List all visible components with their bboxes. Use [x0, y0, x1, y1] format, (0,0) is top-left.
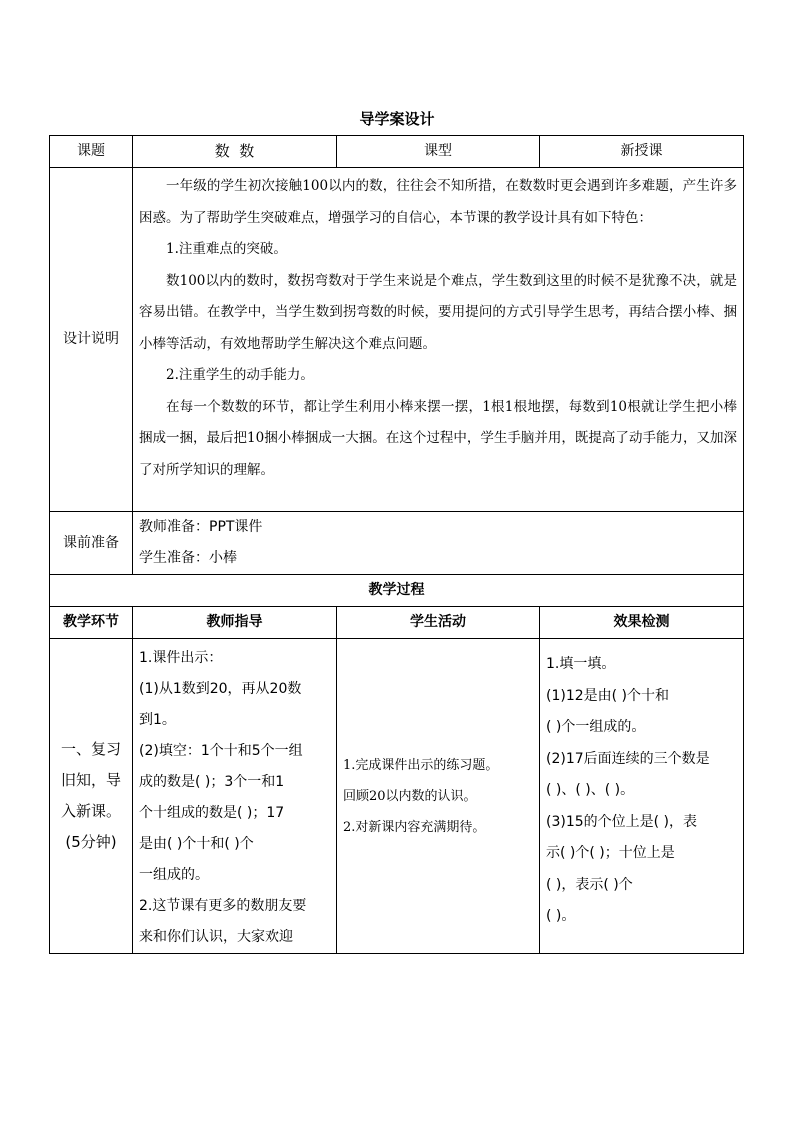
prep-label: 课前准备 [50, 512, 133, 575]
prep-row [50, 512, 744, 575]
teacher-guide-cell [133, 639, 337, 954]
stage-line: 入新课。 [60, 802, 121, 820]
teacher-line: 到1。 [139, 712, 176, 728]
teacher-line: 个十组成的数是( )；17 [139, 805, 285, 821]
effect-line: 1.填一填。 [546, 656, 616, 672]
stage-cell [50, 639, 133, 954]
design-content [133, 168, 744, 512]
teacher-line: (2)填空：1个十和5个一组 [139, 743, 303, 759]
teacher-line: 2.这节课有更多的数朋友要 [139, 898, 307, 914]
effect-line: ( )。 [546, 908, 576, 924]
teacher-line: 一组成的。 [139, 867, 209, 883]
effect-line: (2)17后面连续的三个数是 [546, 750, 710, 767]
effect-line: 示( )个( )；十位上是 [546, 845, 675, 861]
teacher-line: (1)从1数到20，再从20数 [139, 681, 302, 697]
student-line: 回顾20以内数的认识。 [343, 788, 477, 804]
teacher-line: 是由( )个十和( )个 [139, 836, 254, 852]
col-header-teacher: 教师指导 [133, 607, 337, 639]
process-header-row [50, 607, 744, 639]
stage-line: 旧知，导 [60, 771, 121, 789]
design-label: 设计说明 [50, 168, 133, 512]
student-line: 1.完成课件出示的练习题。 [343, 757, 499, 773]
teacher-prep: 教师准备：PPT课件 [139, 519, 263, 535]
student-activity-cell [337, 639, 540, 954]
design-paragraph: 在每一个数数的环节，都让学生利用小棒来摆一摆，1根1根地摆，每数到10根就让学生把小棒捆成一捆，最后把10捆小棒捆成一大捆。在这个过程中，学生手脑并用，既提高了动手能力，又加深了对所学知识的理解。 [139, 398, 737, 478]
process-title-row [50, 575, 744, 607]
stage-line: (5分钟) [65, 833, 117, 851]
design-paragraph: 2.注重学生的动手能力。 [166, 367, 314, 383]
effect-line: (1)12是由( )个十和 [546, 687, 670, 704]
col-header-effect: 效果检测 [540, 607, 744, 639]
teacher-line: 1.课件出示： [139, 650, 223, 666]
col-header-stage: 教学环节 [50, 607, 133, 639]
effect-line: ( )、( )、( )。 [546, 782, 635, 798]
student-prep: 学生准备：小棒 [139, 550, 237, 566]
design-paragraph: 1.注重难点的突破。 [166, 241, 287, 257]
prep-content [133, 512, 744, 575]
lesson-type-value: 新授课 [540, 136, 744, 168]
effect-line: ( )，表示( )个 [546, 876, 633, 893]
effect-line: (3)15的个位上是( )，表 [546, 813, 698, 830]
teacher-line: 来和你们认识，大家欢迎 [139, 929, 293, 945]
stage-row [50, 639, 744, 954]
document-title: 导学案设计 [359, 110, 435, 128]
topic-row [50, 136, 744, 168]
topic-label: 课题 [50, 136, 133, 168]
effect-check-cell [540, 639, 744, 954]
design-paragraph: 数100以内的数时，数拐弯数对于学生来说是个难点，学生数到这里的时候不是犹豫不决，就是容易出错。在教学中，当学生数到拐弯数的时候，要用提问的方式引导学生思考，再结合摆小棒、捆小棒等活动，有效地帮助学生解决这个难点问题。 [139, 272, 737, 352]
process-title: 教学过程 [50, 575, 744, 607]
teacher-line: 成的数是( )；3个一和1 [139, 774, 285, 790]
lesson-type-label: 课型 [337, 136, 540, 168]
effect-line: ( )个一组成的。 [546, 719, 646, 735]
lesson-plan-table [49, 135, 744, 954]
topic-value: 数 数 [133, 136, 337, 168]
design-row [50, 168, 744, 512]
student-line: 2.对新课内容充满期待。 [343, 819, 486, 835]
design-paragraph: 一年级的学生初次接触100以内的数，往往会不知所措，在数数时更会遇到许多难题，产生许多困惑。为了帮助学生突破难点，增强学习的自信心，本节课的教学设计具有如下特色： [139, 178, 737, 226]
stage-line: 一、复习 [60, 740, 121, 758]
col-header-student: 学生活动 [337, 607, 540, 639]
